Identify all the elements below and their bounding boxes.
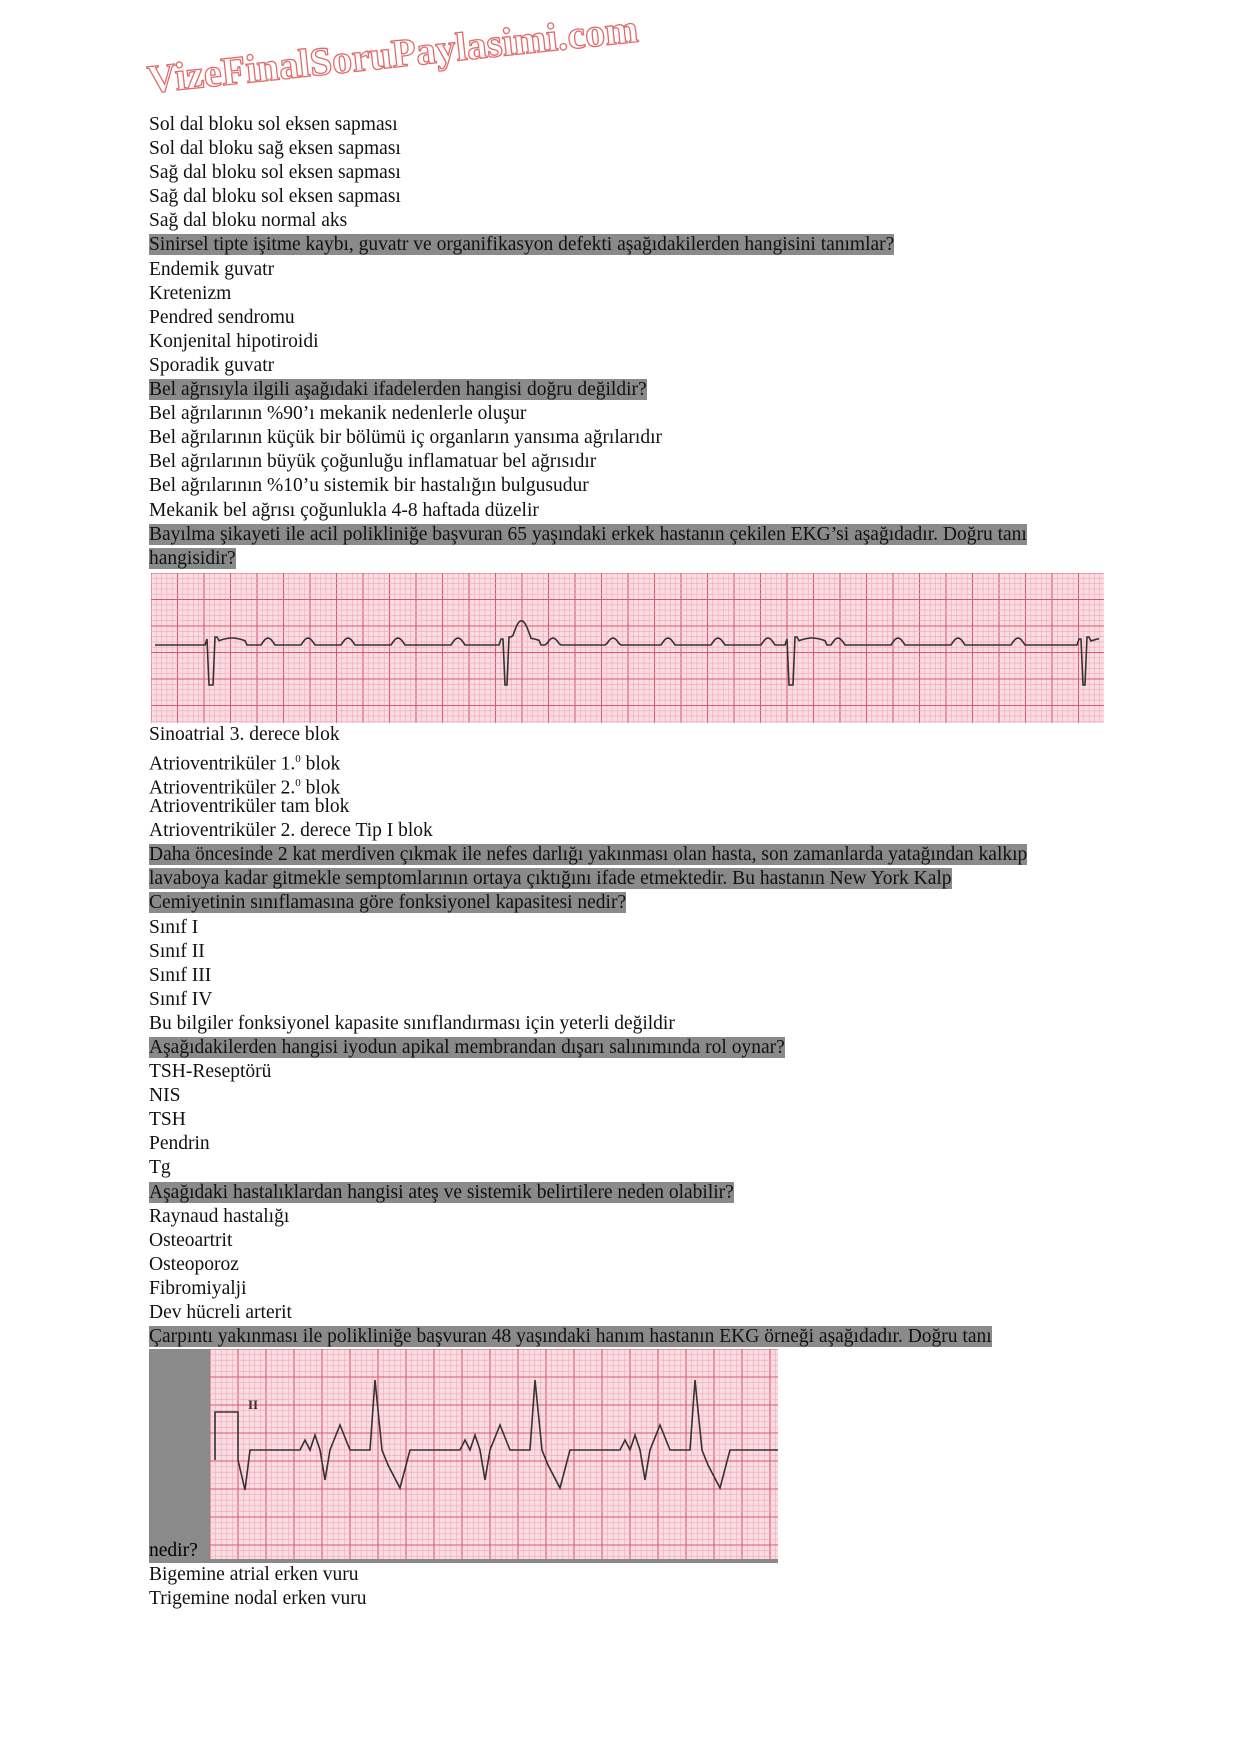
option-text: Bel ağrılarının %90’ı mekanik nedenlerle oluşur [149,403,527,425]
option-text-suffix: blok [300,777,341,799]
answer-option [149,1277,1109,1301]
option-text: Tg [149,1157,171,1179]
answer-option [149,771,1109,799]
watermark-logo: VizeFinalSoruPaylasimi.com [145,5,641,103]
answer-option [149,964,1109,988]
option-text: Sol dal bloku sol eksen sapması [149,114,398,135]
option-text: Pendrin [149,1133,210,1155]
ekg-lead-label: II [248,1397,259,1413]
answer-option [149,161,1109,185]
option-text: Bel ağrılarının %10’u sistemik bir hastalığın bulgusudur [149,475,589,497]
option-text: Bel ağrılarının küçük bir bölümü iç organların yansıma ağrılarıdır [149,427,662,449]
answer-option [149,1156,1109,1180]
answer-option [149,940,1109,964]
answer-option [149,819,1109,843]
option-text: Trigemine nodal erken vuru [149,1588,367,1610]
answer-option [149,426,1109,450]
ekg-image-premature-beats [210,1349,778,1559]
answer-option [149,499,1109,523]
option-text: Sınıf IV [149,988,213,1010]
question [149,233,1109,257]
option-text: Atrioventriküler 1. [149,753,296,775]
question [149,1325,1109,1349]
ekg-grid [210,1349,778,1559]
option-text: Bigemine atrial erken vuru [149,1564,359,1586]
answer-option [149,354,1109,378]
answer-option [149,282,1109,306]
option-text: Raynaud hastalığı [149,1205,290,1227]
question [149,523,1109,571]
question [149,843,1109,915]
option-text: Atrioventriküler 2. derece Tip I blok [149,820,433,842]
option-text: Endemik guvatr [149,258,275,280]
question-text: Cemiyetinin sınıflamasına göre fonksiyonel kapasitesi nedir? [149,892,627,914]
answer-option [149,113,1109,137]
option-text: Atrioventriküler 2. [149,777,296,799]
answer-option [149,1301,1109,1325]
option-text: Bel ağrılarının büyük çoğunluğu inflamatuar bel ağrısıdır [149,451,597,473]
question-text-continued: nedir? [149,1540,198,1562]
answer-option [149,988,1109,1012]
option-text: Sağ dal bloku sol eksen sapması [149,162,401,184]
option-text: Bu bilgiler fonksiyonel kapasite sınıflandırması için yeterli değildir [149,1012,675,1034]
option-text: Sınıf III [149,964,212,986]
answer-option [149,916,1109,940]
document-body [149,113,1109,1611]
option-text: Fibromiyalji [149,1277,247,1299]
answer-option [149,1229,1109,1253]
answer-option [149,1587,1109,1611]
option-text: Sağ dal bloku sol eksen sapması [149,186,401,208]
answer-option [149,1108,1109,1132]
option-text: Pendred sendromu [149,306,295,328]
question [149,378,1109,402]
answer-option [149,209,1109,233]
answer-option [149,402,1109,426]
answer-option [149,258,1109,282]
question [149,1181,1109,1205]
question-text: lavaboya kadar gitmekle semptomlarının ortaya çıktığını ifade etmektedir. Bu hastanın New York Kalp [149,868,952,890]
option-text: Osteoartrit [149,1229,233,1251]
option-text: Sporadik guvatr [149,354,275,376]
option-text: NIS [149,1085,181,1107]
question-text: Daha öncesinde 2 kat merdiven çıkmak ile nefes darlığı yakınması olan hasta, son zamanlarda yatağından kalkıp [149,844,1028,866]
option-text: Sınıf II [149,940,205,962]
question [149,1036,1109,1060]
option-text: Mekanik bel ağrısı çoğunlukla 4-8 haftada düzelir [149,499,539,521]
ekg-figure-block [149,1349,778,1563]
question-text: hangisidir? [149,547,236,569]
question-text: Çarpıntı yakınması ile polikliniğe başvuran 48 yaşındaki hanım hastanın EKG örneği aşağıdadır. Doğru tanı [149,1326,992,1348]
question-text: Aşağıdaki hastalıklardan hangisi ateş ve sistemik belirtilere neden olabilir? [149,1181,734,1203]
question-text: Bel ağrısıyla ilgili aşağıdaki ifadelerden hangisi doğru değildir? [149,379,647,401]
answer-option [149,306,1109,330]
option-text: TSH [149,1109,186,1131]
answer-option [149,137,1109,161]
option-text: TSH-Reseptörü [149,1061,272,1083]
answer-option [149,795,1109,819]
option-text: Osteoporoz [149,1253,239,1275]
answer-option [149,185,1109,209]
question-text: Aşağıdakilerden hangisi iyodun apikal membrandan dışarı salınımında rol oynar? [149,1037,785,1058]
answer-option [149,1084,1109,1108]
option-text: Kretenizm [149,282,232,304]
answer-option [149,450,1109,474]
answer-option [149,474,1109,498]
option-text: Dev hücreli arterit [149,1302,292,1324]
option-text: Sağ dal bloku normal aks [149,210,348,232]
answer-option [149,330,1109,354]
answer-option [149,1205,1109,1229]
option-text-suffix: blok [300,753,341,775]
answer-option [149,1132,1109,1156]
answer-option [149,1060,1109,1084]
option-text: Sol dal bloku sağ eksen sapması [149,138,401,160]
ekg-image-av-block [151,573,1104,723]
answer-option [149,1253,1109,1277]
answer-option [149,723,1109,747]
answer-option [149,747,1109,775]
option-superscript: 0 [295,776,301,789]
ekg-grid [151,573,1104,723]
option-text: Sınıf I [149,916,199,938]
question-text: Sinirsel tipte işitme kaybı, guvatr ve organifikasyon defekti aşağıdakilerden hangisini tanımlar? [149,234,895,256]
option-text: Sinoatrial 3. derece blok [149,723,340,745]
answer-option [149,1563,1109,1587]
option-text: Atrioventriküler tam blok [149,796,350,818]
option-superscript: 0 [295,752,301,765]
answer-option [149,1012,1109,1036]
question-text: Bayılma şikayeti ile acil polikliniğe başvuran 65 yaşındaki erkek hastanın çekilen EKG’si aşağıdadır. Doğru tanı [149,523,1027,545]
option-text: Konjenital hipotiroidi [149,330,319,352]
